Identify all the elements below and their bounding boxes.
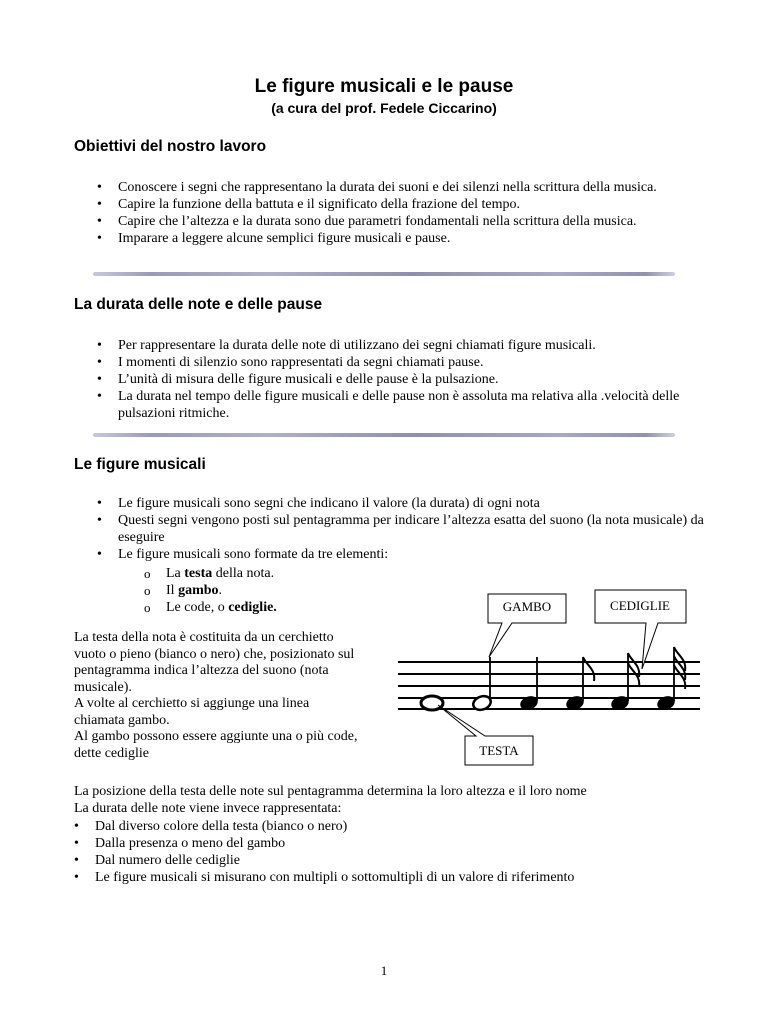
list-item: • Conoscere i segni che rappresentano la durata dei suoni e dei silenzi nella scrittura della musica. <box>0 179 708 196</box>
text-line: dette cediglie <box>74 745 150 761</box>
section-heading-duration: La durata delle note e delle pause <box>74 296 323 313</box>
whole-note <box>421 696 443 710</box>
list-item: • Le figure musicali si misurano con multipli o sottomultipli di un valore di riferimento <box>0 869 715 886</box>
section-heading-objectives: Obiettivi del nostro lavoro <box>74 138 267 155</box>
text-line: vuoto o pieno (bianco o nero) che, posizionato sul <box>74 646 355 662</box>
text-line: musicale). <box>74 679 132 695</box>
list-item: • I momenti di silenzio sono rappresentati da segni chiamati pause. <box>0 354 708 371</box>
note-anatomy-diagram <box>390 585 705 770</box>
list-item: • Dal numero delle cediglie <box>0 852 685 869</box>
text-line: La durata delle note viene invece rappresentata: <box>74 800 342 816</box>
text-line: Al gambo possono essere aggiunte una o più code, <box>74 729 358 744</box>
duration-list <box>0 337 708 422</box>
note-description <box>74 630 357 762</box>
eighth-note <box>564 657 594 712</box>
section-heading-figures: Le figure musicali <box>74 456 206 473</box>
callout-flags <box>595 590 686 669</box>
list-item: • Per rappresentare la durata delle note di utilizzano dei segni chiamati figure musicali. <box>0 337 708 354</box>
list-item: • Le figure musicali sono segni che indicano il valore (la durata) di ogni nota <box>0 495 708 512</box>
list-item: • Capire che l’altezza e la durata sono due parametri fondamentali nella scrittura della musica. <box>0 213 708 230</box>
list-item: • Questi segni vengono posti sul pentagramma per indicare l’altezza esatta del suono (la nota musicale) da eseguire <box>0 512 708 546</box>
callout-stem <box>488 594 566 657</box>
list-item: • La durata nel tempo delle figure musicali e delle pause non è assoluta ma relativa alla .velocità delle pulsazioni ritmiche. <box>0 388 708 422</box>
divider <box>93 272 675 276</box>
text-line: A volte al cerchietto si aggiunge una linea <box>74 696 310 711</box>
callout-head <box>438 705 533 765</box>
list-item: • Capire la funzione della battuta e il significato della frazione del tempo. <box>0 196 708 213</box>
sublist-item: o Le code, o cediglie. <box>0 599 277 616</box>
text-line: chiamata gambo. <box>74 712 170 728</box>
list-item: • Dal diverso colore della testa (bianco o nero) <box>0 818 685 835</box>
figures-list <box>0 495 708 563</box>
text-line: La posizione della testa delle note sul pentagramma determina la loro altezza e il loro nome <box>74 784 587 799</box>
divider <box>93 433 675 437</box>
page-title: Le figure musicali e le pause <box>254 76 514 97</box>
thirty-second-note <box>655 647 685 712</box>
list-item: • L’unità di misura delle figure musicali e delle pause è la pulsazione. <box>0 371 708 388</box>
half-note <box>471 657 492 712</box>
callout-flags-label: CEDIGLIE <box>610 598 670 613</box>
position-paragraph <box>74 784 587 817</box>
text-line: pentagramma indica l’altezza del suono (nota <box>74 663 329 678</box>
list-item: • Dalla presenza o meno del gambo <box>0 835 685 852</box>
list-item: • Le figure musicali sono formate da tre elementi: <box>0 546 708 563</box>
sublist-item: o Il gambo. <box>0 582 277 599</box>
duration-representation-list <box>0 818 715 886</box>
page-number: 1 <box>380 963 388 978</box>
quarter-note <box>518 657 539 712</box>
callout-stem-label: GAMBO <box>502 599 552 614</box>
text-line: La testa della nota è costituita da un cerchietto <box>74 630 334 645</box>
callout-head-label: TESTA <box>479 743 519 758</box>
sublist-item: o La testa della nota. <box>0 565 277 582</box>
objectives-list <box>0 179 708 247</box>
elements-sublist <box>0 565 277 616</box>
list-item: • Imparare a leggere alcune semplici figure musicali e pause. <box>0 230 708 247</box>
page-subtitle: (a cura del prof. Fedele Ciccarino) <box>271 100 497 116</box>
